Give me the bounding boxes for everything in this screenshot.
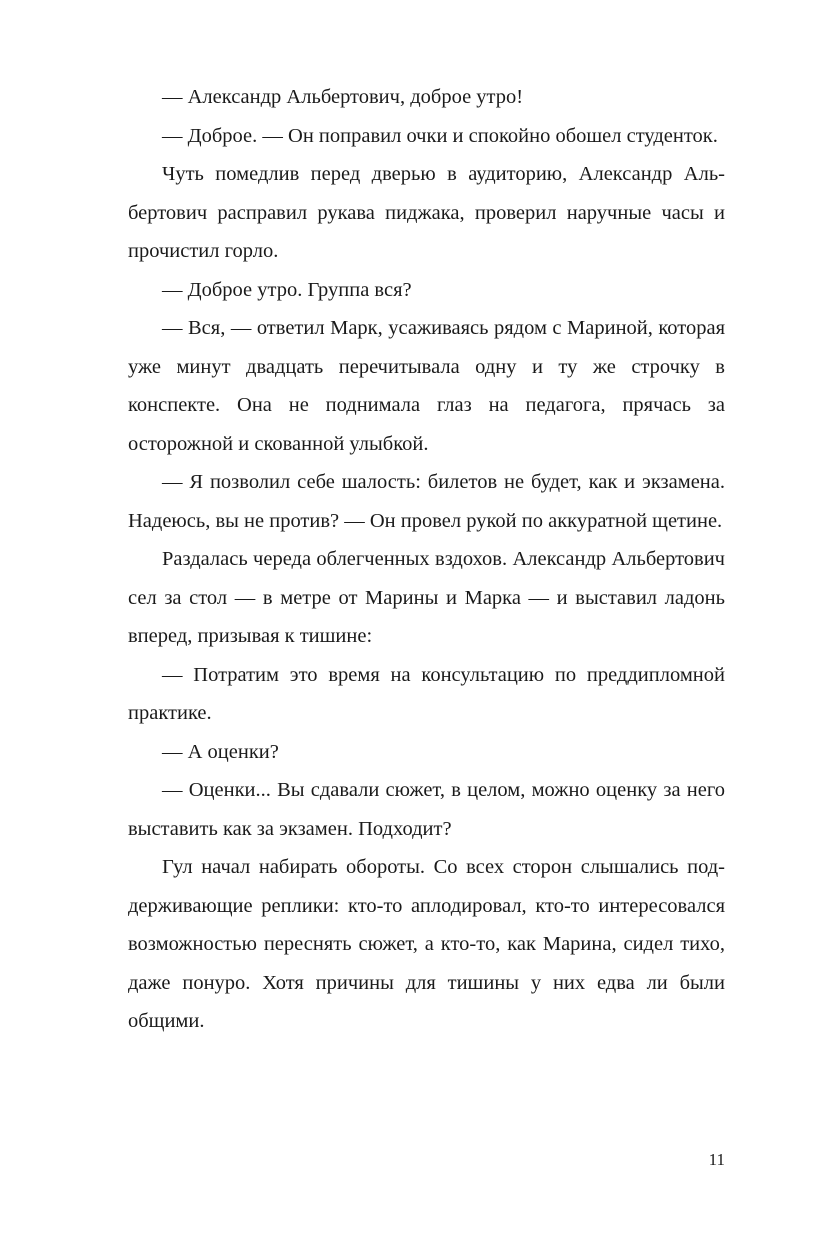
paragraph: Раздалась череда облегченных вздохов. Александр Альбертович сел за стол — в метре от Марины и Марка — и выставил ладонь вперед, призывая к тишине:: [128, 548, 725, 647]
paragraph: — Я позволил себе шалость: билетов не будет, как и экзамена. Надеюсь, вы не против? — Он провел рукой по аккуратной щетине.: [128, 471, 725, 532]
page-body-text: [128, 78, 725, 1041]
paragraph: — Доброе утро. Группа вся?: [162, 278, 412, 301]
paragraph: — Потратим это время на консультацию по преддипломной практике.: [128, 663, 725, 724]
page-number: 11: [708, 1150, 725, 1169]
paragraph: — Александр Альбертович, доброе утро!: [162, 86, 524, 108]
paragraph: — Доброе. — Он поправил очки и спокойно обошел студенток.: [162, 124, 718, 147]
paragraph: — Вся, — ответил Марк, усаживаясь рядом с Мариной, которая уже минут двадцать перечитывала одну и ту же строчку в конспекте. Она не поднимала глаз на педагога, прячась за осторожной и скованной улыбкой.: [128, 317, 725, 455]
paragraph: Чуть помедлив перед дверью в аудиторию, Александр Альбертович расправил рукава пиджака, проверил наручные часы и прочистил горло.: [128, 163, 725, 262]
paragraph: — А оценки?: [162, 740, 279, 763]
paragraph: — Оценки... Вы сдавали сюжет, в целом, можно оценку за него выставить как за экзамен. Подходит?: [128, 779, 725, 840]
paragraph: Гул начал набирать обороты. Со всех сторон слышались поддерживающие реплики: кто-то аплодировал, кто-то интересовался возможностью переснять сюжет, а кто-то, как Марина, сидел тихо, даже понуро. Хотя причины для тишины у них едва ли были общими.: [128, 856, 725, 1032]
